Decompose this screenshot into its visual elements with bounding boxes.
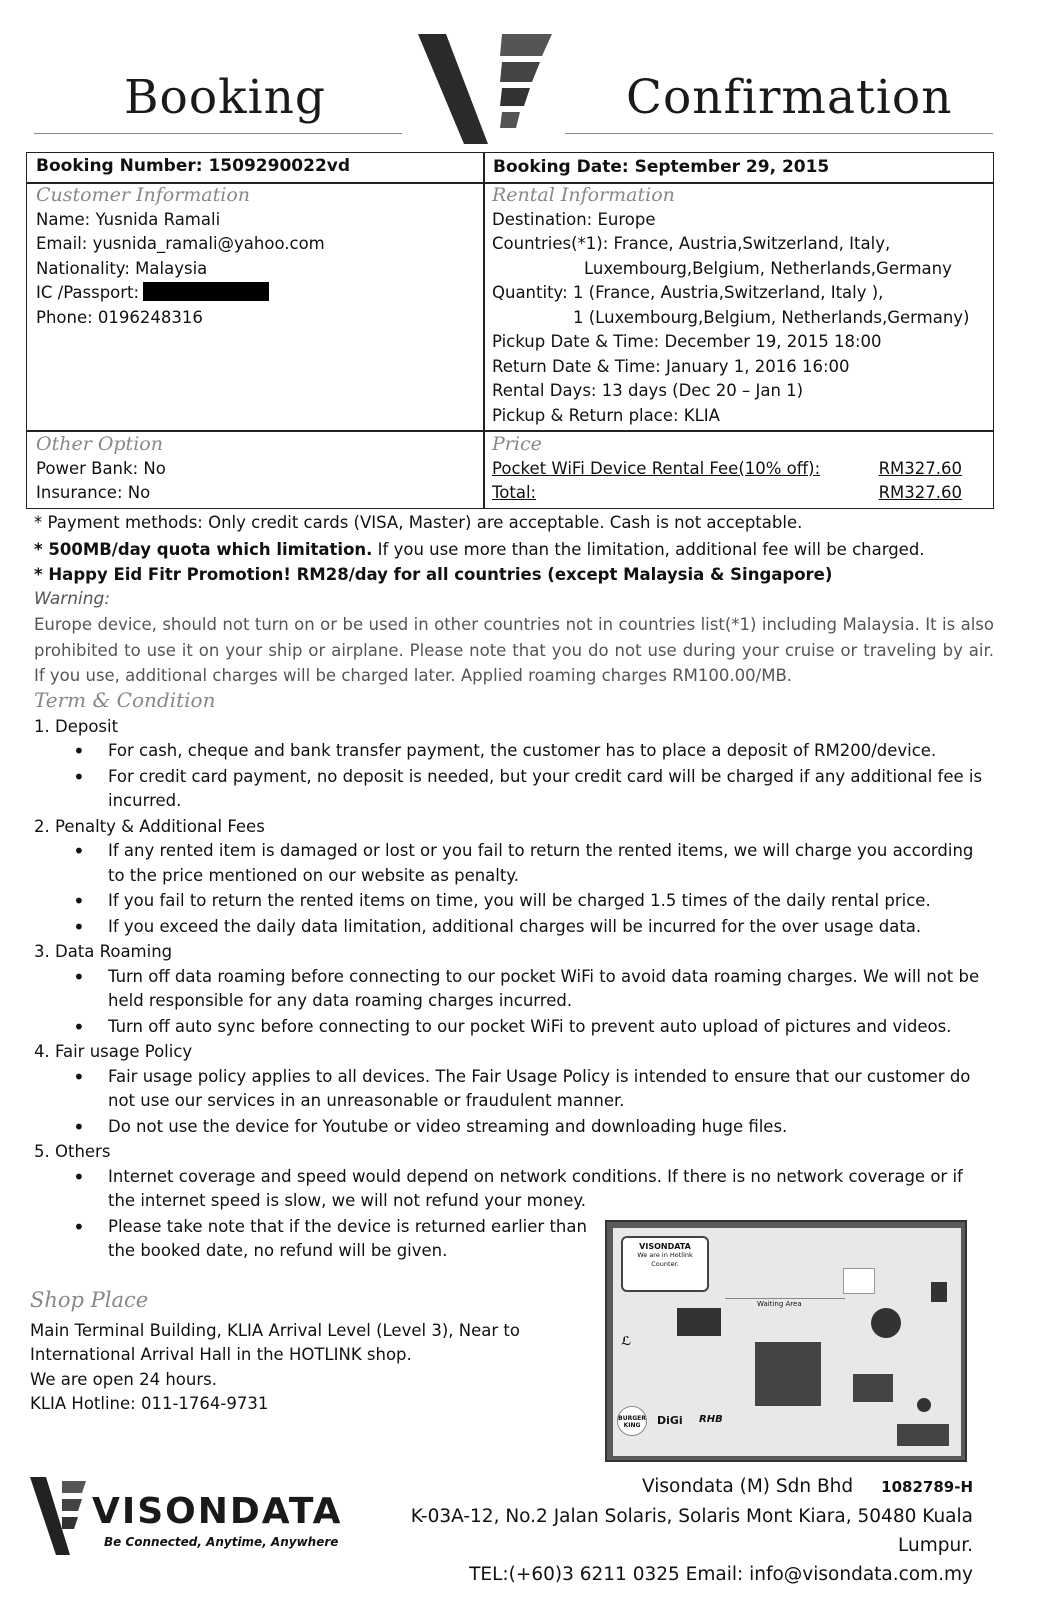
rental-quantity-cont: 1 (Luxembourg,Belgium, Netherlands,Germany) (573, 307, 970, 327)
rental-info-title: Rental Information (492, 184, 675, 206)
shop-line: International Arrival Hall in the HOTLINK shop. (30, 1345, 412, 1364)
customer-phone: Phone: 0196248316 (36, 307, 203, 327)
table-divider-vertical (483, 153, 485, 508)
map-bubble-brand: VISONDATA (639, 1242, 691, 1251)
terms-item: • Turn off data roaming before connecting to our pocket WiFi to avoid data roaming charges. We will not be held responsible for any data roaming charges incurred. (108, 965, 984, 1014)
price-total-label: Total: (492, 483, 537, 502)
burger-king-icon: BURGER KING (617, 1406, 647, 1436)
map-bubble (621, 1236, 709, 1292)
terms-item: • Please take note that if the device is returned earlier than the booked date, no refund will be given. (108, 1215, 588, 1264)
terms-heading: 1. Deposit (34, 716, 119, 736)
map-block-center (755, 1342, 821, 1406)
shop-place (30, 1288, 550, 1417)
footer-logo-text: VISONDATA (92, 1491, 343, 1532)
atm-icon (931, 1282, 947, 1302)
customer-name: Name: Yusnida Ramali (36, 209, 221, 229)
donuts-shop-icon (843, 1268, 875, 1294)
other-power-bank: Power Bank: No (36, 458, 166, 478)
price-fee-row (492, 457, 962, 482)
shop-hours: We are open 24 hours. (30, 1369, 217, 1389)
header-rule-left (34, 133, 402, 134)
price-total-row (492, 481, 962, 506)
booking-number: Booking Number: 1509290022vd (36, 156, 351, 176)
rental-countries-cont: Luxembourg,Belgium, Netherlands,Germany (584, 258, 952, 278)
rental-pickup: Pickup Date & Time: December 19, 2015 18:00 (492, 332, 882, 351)
other-option (36, 432, 476, 506)
title-confirmation: Confirmation (626, 70, 953, 125)
terms-item: • Turn off auto sync before connecting to our pocket WiFi to prevent auto upload of pictures and videos. (108, 1015, 984, 1040)
title-booking: Booking (124, 70, 326, 125)
terms (34, 688, 984, 1265)
shop-hotline: KLIA Hotline: 011-1764-9731 (30, 1394, 269, 1413)
map-bubble-text: We are in Hotlink Counter. (637, 1251, 693, 1268)
other-insurance: Insurance: No (36, 483, 151, 502)
digi-label: DiGi (657, 1414, 683, 1427)
customer-nationality: Nationality: Malaysia (36, 258, 208, 278)
price-fee-value: RM327.60 (878, 458, 962, 478)
location-map (605, 1220, 967, 1462)
price-section (492, 432, 962, 506)
terms-item: • Do not use the device for Youtube or video streaming and downloading huge files. (108, 1115, 984, 1140)
header-rule-right (565, 133, 993, 134)
terms-item: • For credit card payment, no deposit is needed, but your credit card will be charged if any additional fee is incurred. (108, 765, 984, 814)
customer-info (36, 183, 476, 330)
price-title: Price (492, 433, 542, 455)
shop-title: Shop Place (30, 1288, 149, 1312)
price-total-value: RM327.60 (878, 483, 962, 502)
terms-heading: 3. Data Roaming (34, 942, 173, 961)
notes (34, 510, 994, 689)
warning-title: Warning: (34, 589, 111, 609)
waiting-area-line (725, 1298, 845, 1299)
booking-date: Booking Date: September 29, 2015 (493, 157, 830, 177)
rhb-label: RHB (699, 1414, 723, 1425)
booking-table (26, 152, 994, 509)
rental-destination: Destination: Europe (492, 209, 656, 229)
note-promo: * Happy Eid Fitr Promotion! RM28/day for all countries (except Malaysia & Singapore) (34, 565, 833, 584)
terms-heading: 5. Others (34, 1142, 111, 1161)
map-block-corner (897, 1424, 949, 1446)
warning-body: Europe device, should not turn on or be used in other countries not in countries list(*1) including Malaysia. It is also prohibited to use it on your ship or airplane. Please note that you do not use during your cruise or traveling by air. If you use, additional charges will be charged later. Applied roaming charges RM100.00/MB. (34, 615, 994, 685)
rental-place: Pickup & Return place: KLIA (492, 405, 720, 425)
company-reg-no: 1082789-H (881, 1478, 973, 1496)
note-payment: * Payment methods: Only credit cards (VISA, Master) are acceptable. Cash is not acceptable. (34, 513, 803, 532)
rental-countries: Countries(*1): France, Austria,Switzerland, Italy, (492, 234, 891, 253)
rental-days: Rental Days: 13 days (Dec 20 – Jan 1) (492, 381, 804, 400)
customer-email: Email: yusnida_ramali@yahoo.com (36, 234, 325, 253)
terms-item: • For cash, cheque and bank transfer payment, the customer has to place a deposit of RM200/device. (108, 739, 984, 764)
tune-shop-icon (871, 1308, 901, 1338)
terms-item: • Fair usage policy applies to all devices. The Fair Usage Policy is intended to ensure that our customer do not use our services in an unreasonable or fraudulent manner. (108, 1065, 984, 1114)
restaurant-icon (917, 1398, 931, 1412)
waiting-area-label: Waiting Area (757, 1300, 802, 1308)
terms-item: • If any rented item is damaged or lost or you fail to return the rented items, we will charge you according to the price mentioned on our website as penalty. (108, 839, 984, 888)
shop-logo-icon: ℒ (621, 1334, 632, 1348)
terms-heading: 2. Penalty & Additional Fees (34, 816, 265, 836)
redaction-bar (143, 282, 269, 301)
company-name: Visondata (M) Sdn Bhd (642, 1476, 854, 1497)
price-fee-label: Pocket WiFi Device Rental Fee(10% off): (492, 458, 821, 478)
terms-item: • If you fail to return the rented items on time, you will be charged 1.5 times of the daily rental price. (108, 889, 984, 914)
terms-item: • Internet coverage and speed would depend on network conditions. If there is no network coverage or if the internet speed is slow, we will not refund your money. (108, 1165, 984, 1214)
note-quota-rest: If you use more than the limitation, additional fee will be charged. (372, 540, 925, 559)
hotlink-counter (677, 1308, 721, 1336)
terms-title: Term & Condition (34, 688, 216, 712)
shop-line: Main Terminal Building, KLIA Arrival Level (Level 3), Near to (30, 1320, 520, 1340)
terms-heading: 4. Fair usage Policy (34, 1042, 193, 1061)
customer-info-title: Customer Information (36, 184, 251, 206)
map-block-right (853, 1374, 893, 1402)
footer-tagline: Be Connected, Anytime, Anywhere (104, 1535, 339, 1549)
rental-return: Return Date & Time: January 1, 2016 16:00 (492, 356, 850, 376)
rental-quantity: Quantity: 1 (France, Austria,Switzerland, Italy ), (492, 283, 884, 302)
visondata-logo-icon (416, 32, 556, 150)
company-contact: TEL:(+60)3 6211 0325 Email: info@visondata.com.my (469, 1564, 973, 1585)
company-address: K-03A-12, No.2 Jalan Solaris, Solaris Mont Kiara, 50480 Kuala Lumpur. (410, 1506, 973, 1556)
company-info (333, 1472, 973, 1589)
note-quota-bold: * 500MB/day quota which limitation. (34, 540, 373, 559)
other-option-title: Other Option (36, 433, 163, 455)
footer-logo-icon (28, 1475, 88, 1559)
rental-info (492, 183, 987, 428)
customer-ic-label: IC /Passport: (36, 283, 140, 302)
terms-item: • If you exceed the daily data limitation, additional charges will be incurred for the over usage data. (108, 915, 984, 940)
